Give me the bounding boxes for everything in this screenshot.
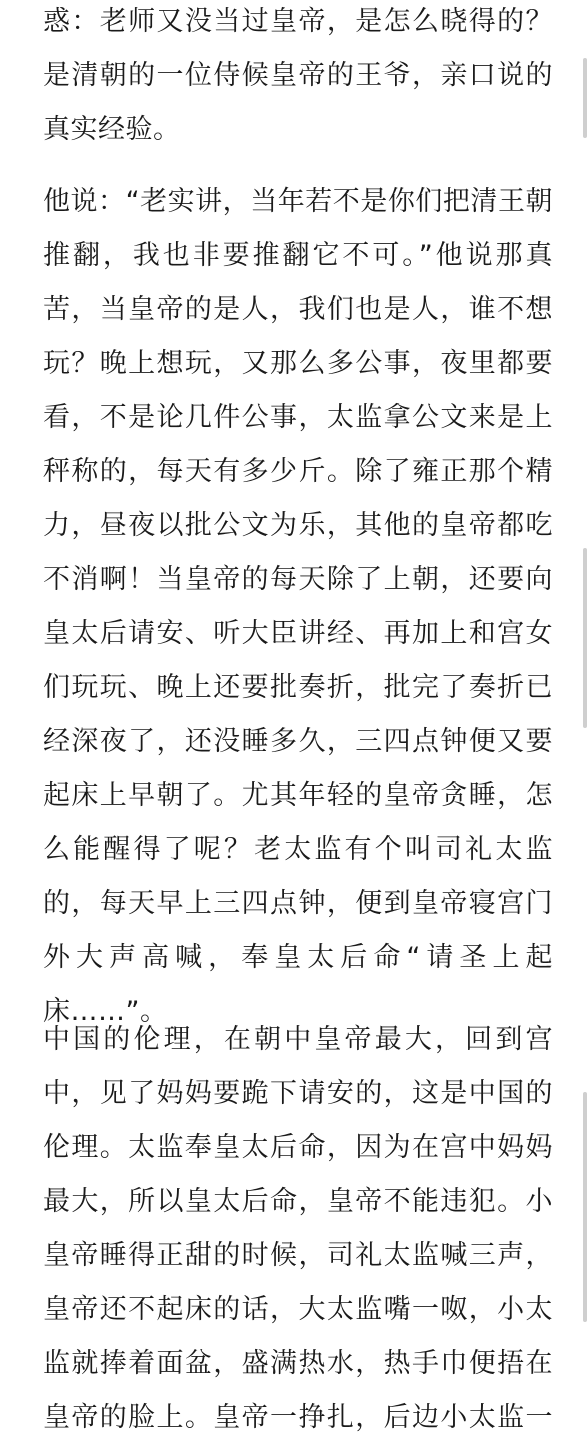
text-line: 看，不是论几件公事，太监拿公文来是上 bbox=[43, 402, 553, 433]
text-line: 皇帝还不起床的话，大太监嘴一呶，小太 bbox=[43, 1294, 553, 1325]
text-line: 们玩玩、晚上还要批奏折，批完了奏折已 bbox=[43, 672, 553, 703]
text-line: 外大声高喊，奉皇太后命“请圣上起 bbox=[43, 942, 553, 973]
text-line: 起床上早朝了。尤其年轻的皇帝贪睡，怎 bbox=[43, 780, 553, 811]
scroll-indicator bbox=[583, 1092, 587, 1322]
text-line: 伦理。太监奉皇太后命，因为在宫中妈妈 bbox=[43, 1132, 553, 1163]
text-line: 最大，所以皇太后命，皇帝不能违犯。小 bbox=[43, 1186, 553, 1217]
text-line: 他说：“老实讲，当年若不是你们把清王朝 bbox=[43, 186, 553, 217]
paragraph-2 bbox=[43, 180, 553, 1044]
text-line: 苦，当皇帝的是人，我们也是人，谁不想 bbox=[43, 294, 553, 325]
text-line: 的，每天早上三四点钟，便到皇帝寝宫门 bbox=[43, 888, 553, 919]
text-line: 力，昼夜以批公文为乐，其他的皇帝都吃 bbox=[43, 510, 553, 541]
text-line: 监就捧着面盆，盛满热水，热手巾便捂在 bbox=[43, 1348, 553, 1379]
text-line: 皇太后请安、听大臣讲经、再加上和宫女 bbox=[43, 618, 553, 649]
text-line: 经深夜了，还没睡多久，三四点钟便又要 bbox=[43, 726, 553, 757]
text-line: 皇帝的脸上。皇帝一挣扎，后边小太监一 bbox=[43, 1402, 553, 1433]
text-line: 中国的伦理，在朝中皇帝最大，回到宫 bbox=[43, 1024, 553, 1055]
paragraph-3 bbox=[43, 1018, 553, 1450]
text-line: 推翻，我也非要推翻它不可。”他说那真 bbox=[43, 240, 553, 271]
text-line: 么能醒得了呢？老太监有个叫司礼太监 bbox=[43, 834, 553, 865]
text-line: 不消啊！当皇帝的每天除了上朝，还要向 bbox=[43, 564, 553, 595]
text-line: 是清朝的一位侍候皇帝的王爷，亲口说的 bbox=[43, 60, 553, 91]
text-line: 皇帝睡得正甜的时候，司礼太监喊三声， bbox=[43, 1240, 553, 1271]
scroll-indicator bbox=[583, 58, 587, 138]
scroll-indicator bbox=[583, 548, 587, 728]
text-line: 中，见了妈妈要跪下请安的，这是中国的 bbox=[43, 1078, 553, 1109]
text-line: 玩？晚上想玩，又那么多公事，夜里都要 bbox=[43, 348, 553, 379]
text-line: 真实经验。 bbox=[43, 114, 181, 145]
paragraph-1 bbox=[43, 0, 553, 162]
text-line: 秤称的，每天有多少斤。除了雍正那个精 bbox=[43, 456, 553, 487]
text-line: 惑：老师又没当过皇帝，是怎么晓得的？ bbox=[43, 6, 553, 37]
text-line: 床……”。 bbox=[43, 996, 168, 1027]
